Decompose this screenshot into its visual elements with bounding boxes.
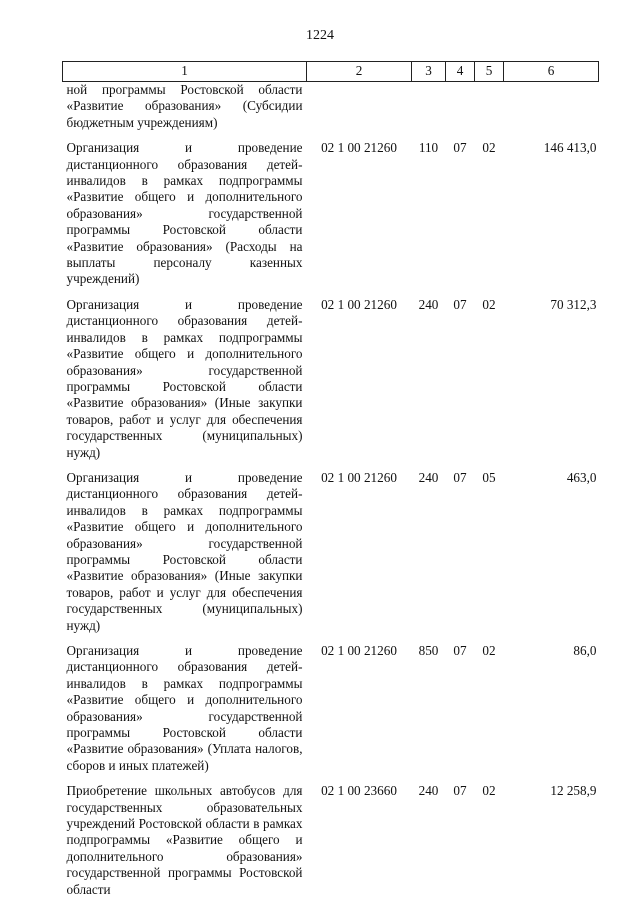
row-target-code: 02 1 00 23660 [321,783,397,799]
row-subsection: 02 [482,140,496,156]
column-header-2: 2 [307,62,412,82]
table-row [63,783,599,907]
row-target-code [307,82,412,141]
table-header-row [63,62,599,82]
row-section [446,82,475,141]
row-target-code: 02 1 00 21260 [321,296,397,312]
row-section: 07 [453,783,467,799]
row-amount: 70 312,3 [550,296,597,312]
budget-table [62,61,599,907]
row-amount: 463,0 [566,469,597,485]
table-row [63,643,599,783]
row-section: 07 [453,296,467,312]
row-expense-type: 240 [418,469,439,485]
row-expense-type: 110 [418,140,439,156]
page-number: 1224 [306,28,334,43]
table-row [63,140,599,297]
row-amount [504,82,599,141]
row-expense-type: 240 [418,296,439,312]
row-subsection [475,82,504,141]
row-description: Организация и проведение дистанционного образования детей-инвалидов в рамках подпрограммы «Развитие общего и дополнительного образования» государственной программы Ростовской области «Развитие образования» (Расходы на выплаты персоналу казенных учреждений) [66,140,303,287]
row-subsection: 02 [482,296,496,312]
row-amount: 146 413,0 [543,140,597,156]
row-description: Организация и проведение дистанционного образования детей-инвалидов в рамках подпрограммы «Развитие общего и дополнительного образования» государственной программы Ростовской области «Развитие образования» (Иные закупки товаров, работ и услуг для обеспечения государственных (муниципальных) нужд) [66,469,303,633]
column-header-5: 5 [475,62,504,82]
row-target-code: 02 1 00 21260 [321,140,397,156]
row-subsection: 02 [482,643,496,658]
row-description: Приобретение школьных автобусов для государственных образовательных учреждений Ростовской области в рамках подпрограммы «Развитие общего и дополнительного образования» государственной программы Ростовской области [66,783,303,897]
row-expense-type: 850 [418,643,439,658]
row-section: 07 [453,643,467,658]
row-section: 07 [453,140,467,156]
column-header-4: 4 [446,62,475,82]
row-target-code: 02 1 00 21260 [321,643,397,658]
row-subsection: 02 [482,783,496,799]
table-row [63,297,599,470]
row-amount: 12 258,9 [550,783,597,799]
row-target-code: 02 1 00 21260 [321,469,397,485]
column-header-6: 6 [504,62,599,82]
row-description: Организация и проведение дистанционного образования детей-инвалидов в рамках подпрограммы «Развитие общего и дополнительного образования» государственной программы Ростовской области «Развитие образования» (Иные закупки товаров, работ и услуг для обеспечения государственных (муниципальных) нужд) [66,296,303,460]
column-header-3: 3 [412,62,446,82]
table-row [63,82,599,141]
table-row [63,470,599,643]
row-expense-type [412,82,446,141]
column-header-1: 1 [63,62,307,82]
row-description: ной программы Ростовской области «Развитие образования» (Субсидии бюджетным учреждениям) [66,82,303,130]
row-amount: 86,0 [573,643,597,658]
row-expense-type: 240 [418,783,439,799]
row-description: Организация и проведение дистанционного образования детей-инвалидов в рамках подпрограммы «Развитие общего и дополнительного образования» государственной программы Ростовской области «Развитие образования» (Уплата налогов, сборов и иных платежей) [66,643,303,773]
row-section: 07 [453,469,467,485]
row-subsection: 05 [482,469,496,485]
